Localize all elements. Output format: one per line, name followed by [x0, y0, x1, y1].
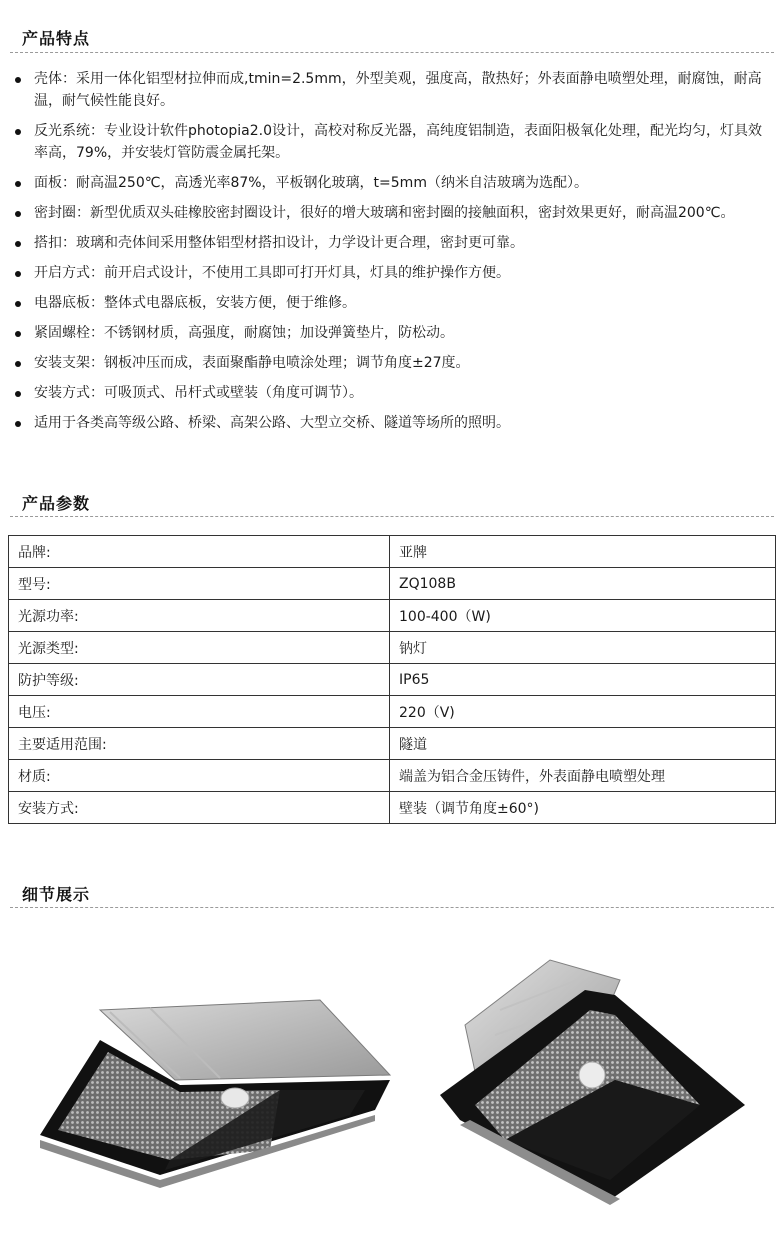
- param-key: 安装方式:: [9, 792, 390, 824]
- param-value: 220（V): [390, 696, 776, 728]
- param-key: 材质:: [9, 760, 390, 792]
- param-key: 防护等级:: [9, 664, 390, 696]
- table-row: [9, 696, 776, 728]
- param-value: 100-400（W): [390, 600, 776, 632]
- param-key: 主要适用范围:: [9, 728, 390, 760]
- tunnel-lamp-photo-left: [30, 990, 400, 1190]
- tunnel-lamp-photo-right: [440, 955, 745, 1210]
- features-title: 产品特点: [22, 29, 91, 48]
- feature-item: 壳体：采用一体化铝型材拉伸而成,tmin=2.5mm，外型美观，强度高，散热好；外表面静电喷塑处理，耐腐蚀，耐高温，耐气候性能良好。: [0, 68, 776, 112]
- table-row: [9, 664, 776, 696]
- param-key: 型号:: [9, 568, 390, 600]
- table-row: [9, 728, 776, 760]
- feature-item: 适用于各类高等级公路、桥梁、高架公路、大型立交桥、隧道等场所的照明。: [0, 412, 776, 434]
- feature-item: 搭扣：玻璃和壳体间采用整体铝型材搭扣设计，力学设计更合理，密封更可靠。: [0, 232, 776, 254]
- feature-item: 开启方式：前开启式设计，不使用工具即可打开灯具，灯具的维护操作方便。: [0, 262, 776, 284]
- params-divider: [10, 516, 774, 517]
- feature-item: 安装支架：钢板冲压而成，表面聚酯静电喷涂处理；调节角度±27度。: [0, 352, 776, 374]
- feature-item: 密封圈：新型优质双头硅橡胶密封圈设计，很好的增大玻璃和密封圈的接触面积，密封效果更好，耐高温200℃。: [0, 202, 776, 224]
- features-divider: [10, 52, 774, 53]
- table-row: [9, 536, 776, 568]
- param-key: 光源功率:: [9, 600, 390, 632]
- details-title: 细节展示: [22, 885, 91, 904]
- param-value: 隧道: [390, 728, 776, 760]
- param-value: 亚牌: [390, 536, 776, 568]
- table-row: [9, 600, 776, 632]
- feature-item: 安装方式：可吸顶式、吊杆式或壁装（角度可调节）。: [0, 382, 776, 404]
- params-table: [8, 535, 776, 824]
- table-row: [9, 632, 776, 664]
- param-key: 电压:: [9, 696, 390, 728]
- param-key: 光源类型:: [9, 632, 390, 664]
- param-value: 端盖为铝合金压铸件，外表面静电喷塑处理: [390, 760, 776, 792]
- param-key: 品牌:: [9, 536, 390, 568]
- param-value: ZQ108B: [390, 568, 776, 600]
- features-list: [0, 68, 776, 442]
- feature-item: 反光系统：专业设计软件photopia2.0设计，高校对称反光器，高纯度铝制造，表面阳极氧化处理，配光均匀，灯具效率高，79%，并安装灯管防震金属托架。: [0, 120, 776, 164]
- feature-item: 电器底板：整体式电器底板，安装方便，便于维修。: [0, 292, 776, 314]
- feature-item: 紧固螺栓：不锈钢材质，高强度，耐腐蚀；加设弹簧垫片，防松动。: [0, 322, 776, 344]
- table-row: [9, 792, 776, 824]
- params-title: 产品参数: [22, 494, 91, 513]
- param-value: 壁装（调节角度±60°): [390, 792, 776, 824]
- table-row: [9, 760, 776, 792]
- feature-item: 面板：耐高温250℃，高透光率87%，平板钢化玻璃，t=5mm（纳米自洁玻璃为选配）。: [0, 172, 776, 194]
- param-value: 钠灯: [390, 632, 776, 664]
- param-value: IP65: [390, 664, 776, 696]
- details-divider: [10, 907, 774, 908]
- table-row: [9, 568, 776, 600]
